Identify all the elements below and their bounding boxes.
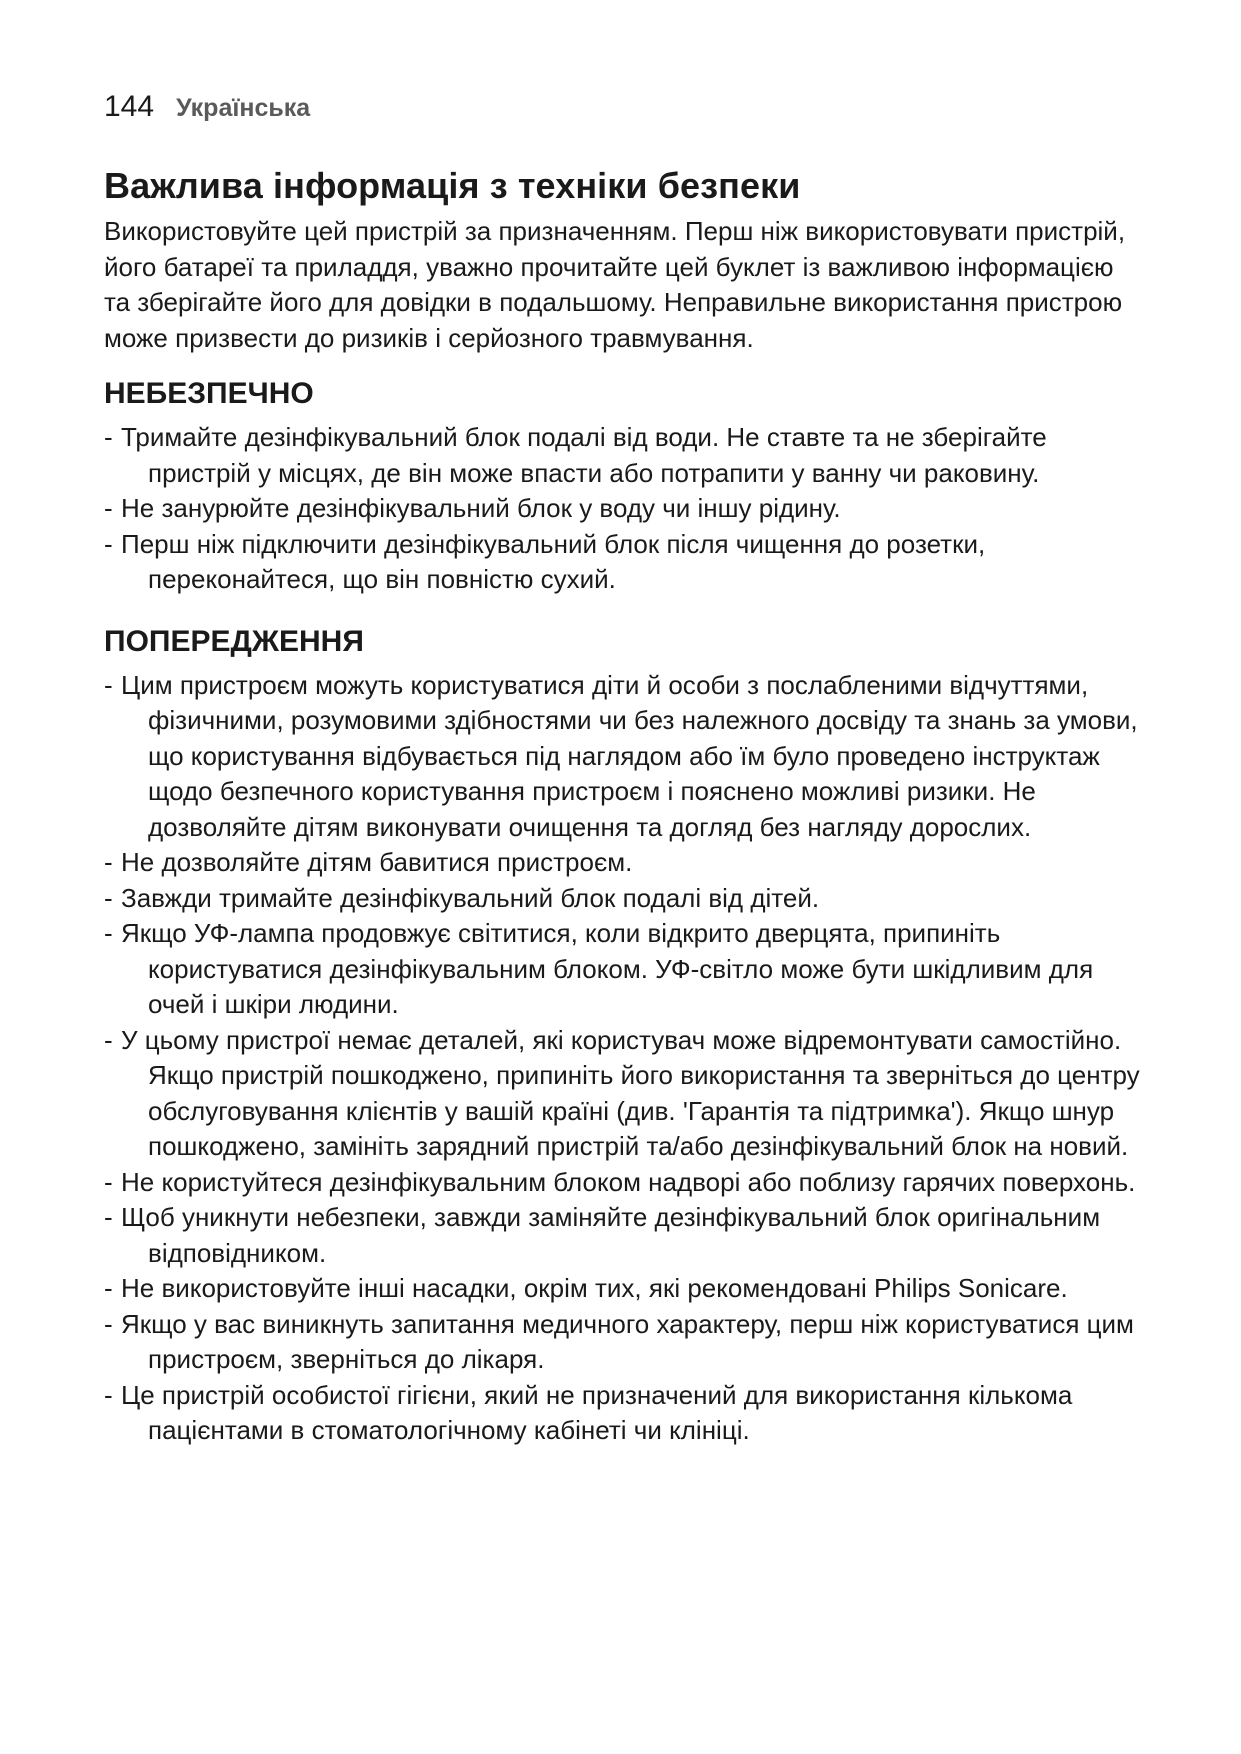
- list-item: - Щоб уникнути небезпеки, завжди заміняйте дезінфікувальний блок оригінальним відповідником.: [104, 1202, 1101, 1268]
- list-item: - Не користуйтеся дезінфікувальним блоком надворі або поблизу гарячих поверхонь.: [104, 1166, 1136, 1197]
- language-label: Українська: [176, 94, 311, 122]
- warning-heading: ПОПЕРЕДЖЕННЯ: [104, 624, 364, 658]
- list-item: - Якщо УФ-лампа продовжує світитися, коли відкрито дверцята, припиніть користуватися дезінфікувальним блоком. УФ-світло може бути шкідливим для очей і шкіри людини.: [104, 918, 1094, 1019]
- list-item: - Перш ніж підключити дезінфікувальний блок після чищення до розетки, переконайтеся, що він повністю сухий.: [104, 528, 986, 594]
- list-item: - Не використовуйте інші насадки, окрім тих, які рекомендовані Philips Sonicare.: [104, 1273, 1068, 1303]
- danger-heading: НЕБЕЗПЕЧНО: [104, 377, 314, 410]
- list-item: - Це пристрій особистої гігієни, який не призначений для використання кількома пацієнтами в стоматологічному кабінеті чи клініці.: [104, 1379, 1073, 1445]
- list-item: - Не дозволяйте дітям бавитися пристроєм.: [104, 847, 633, 877]
- page-title: Важлива інформація з техніки безпеки: [104, 165, 801, 206]
- list-item: - Не занурюйте дезінфікувальний блок у воду чи іншу рідину.: [104, 493, 841, 523]
- warning-list: [104, 668, 1144, 1449]
- intro-paragraph: Використовуйте цей пристрій за призначенням. Перш ніж використовувати пристрій, його батареї та приладдя, уважно прочитайте цей буклет із важливою інформацією та зберігайте його для довідки в подальшому. Неправильне використання пристрою може призвести до ризиків і серйозного травмування.: [104, 216, 1126, 353]
- page-number: 144: [104, 90, 155, 123]
- document-page: [104, 90, 1144, 1449]
- page-header: [104, 90, 1144, 140]
- list-item: - Якщо у вас виникнуть запитання медичного характеру, перш ніж користуватися цим пристроєм, зверніться до лікаря.: [104, 1308, 1134, 1374]
- list-item: - Тримайте дезінфікувальний блок подалі від води. Не ставте та не зберігайте пристрій у місцях, де він може впасти або потрапити у ванну чи раковину.: [104, 422, 1047, 488]
- danger-list: [104, 420, 1144, 598]
- list-item: - Цим пристроєм можуть користуватися діти й особи з послабленими відчуттями, фізичними, розумовими здібностями чи без належного досвіду та знань за умови, що користування відбувається під наглядом або їм було проведено інструктаж щодо безпечного користування пристроєм і пояснено можливі ризики. Не дозволяйте дітям виконувати очищення та догляд без нагляду дорослих.: [104, 669, 1138, 842]
- list-item: - У цьому пристрої немає деталей, які користувач може відремонтувати самостійно. Якщо пристрій пошкоджено, припиніть його використання та зверніться до центру обслуговування клієнтів у вашій країні (див. 'Гарантія та підтримка'). Якщо шнур пошкоджено, замініть зарядний пристрій та/або дезінфікувальний блок на новий.: [104, 1024, 1140, 1161]
- list-item: - Завжди тримайте дезінфікувальний блок подалі від дітей.: [104, 882, 820, 913]
